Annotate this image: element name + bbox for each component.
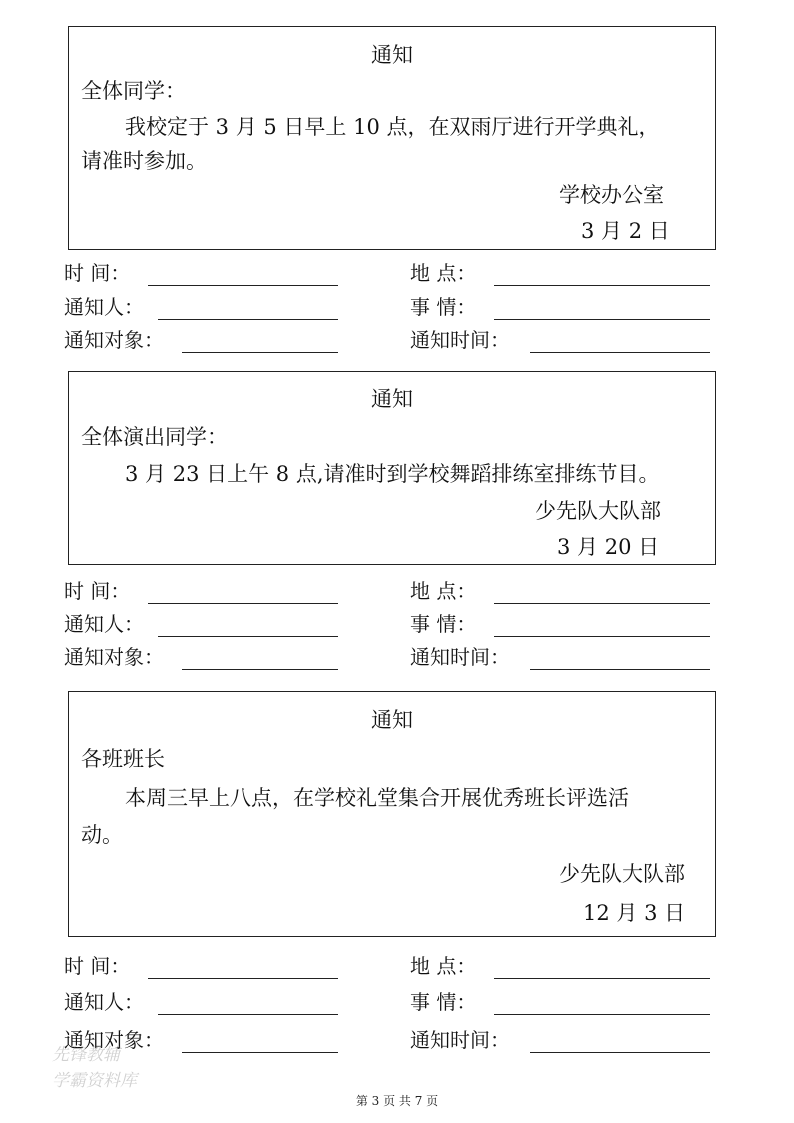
watermark <box>52 1042 172 1094</box>
field-row-audience-time-1 <box>0 330 794 356</box>
notice-date: 12 月 3 日 <box>583 901 686 925</box>
notice-signature: 少先队大队部 <box>535 499 661 523</box>
field-line-audience[interactable] <box>182 1052 338 1053</box>
notice-box-1 <box>68 26 716 250</box>
field-label-notifier: 通知人： <box>64 612 144 636</box>
field-label-matter: 事 情： <box>410 295 477 319</box>
field-row-notifier-matter-1 <box>0 297 794 323</box>
field-label-place: 地 点： <box>410 579 477 603</box>
watermark-line-2: 学霸资料库 <box>52 1071 137 1091</box>
field-row-time-place-1 <box>0 263 794 289</box>
field-line-matter[interactable] <box>494 636 710 637</box>
notice-box-3 <box>68 691 716 937</box>
field-line-time[interactable] <box>148 285 338 286</box>
field-line-audience[interactable] <box>182 669 338 670</box>
field-row-notifier-matter-2 <box>0 614 794 640</box>
notice-body-line-2: 请准时参加。 <box>81 149 207 173</box>
field-label-place: 地 点： <box>410 954 477 978</box>
field-label-matter: 事 情： <box>410 990 477 1014</box>
notice-date: 3 月 20 日 <box>557 535 660 559</box>
field-label-audience: 通知对象： <box>64 645 164 669</box>
field-label-notify-time: 通知时间： <box>410 645 510 669</box>
field-line-notify-time[interactable] <box>530 1052 710 1053</box>
field-label-notifier: 通知人： <box>64 990 144 1014</box>
notice-body-line-1: 3 月 23 日上午 8 点,请准时到学校舞蹈排练室排练节目。 <box>125 462 660 486</box>
notice-salutation: 全体同学： <box>81 79 186 103</box>
field-label-audience: 通知对象： <box>64 328 164 352</box>
notice-body-line-1: 本周三早上八点，在学校礼堂集合开展优秀班长评选活 <box>125 786 629 810</box>
field-line-matter[interactable] <box>494 319 710 320</box>
field-line-notify-time[interactable] <box>530 352 710 353</box>
field-label-time: 时 间： <box>64 261 131 285</box>
field-line-audience[interactable] <box>182 352 338 353</box>
field-line-place[interactable] <box>494 285 710 286</box>
field-row-notifier-matter-3 <box>0 992 794 1018</box>
field-line-matter[interactable] <box>494 1014 710 1015</box>
notice-salutation: 全体演出同学： <box>81 425 228 449</box>
watermark-line-1: 先锋教辅 <box>52 1045 120 1065</box>
field-line-place[interactable] <box>494 978 710 979</box>
notice-signature: 少先队大队部 <box>559 862 685 886</box>
field-line-notifier[interactable] <box>158 319 338 320</box>
notice-signature: 学校办公室 <box>559 183 664 207</box>
notice-title: 通知 <box>371 43 413 67</box>
field-line-notifier[interactable] <box>158 1014 338 1015</box>
notice-title: 通知 <box>371 387 413 411</box>
field-line-time[interactable] <box>148 603 338 604</box>
field-line-notify-time[interactable] <box>530 669 710 670</box>
field-row-audience-time-2 <box>0 647 794 673</box>
notice-body-line-2: 动。 <box>81 823 123 847</box>
field-line-time[interactable] <box>148 978 338 979</box>
field-row-time-place-2 <box>0 581 794 607</box>
field-label-audience: 通知对象： <box>64 1028 164 1052</box>
field-row-time-place-3 <box>0 956 794 982</box>
field-label-time: 时 间： <box>64 579 131 603</box>
field-label-place: 地 点： <box>410 261 477 285</box>
page-footer: 第 3 页 共 7 页 <box>355 1094 439 1108</box>
notice-box-2 <box>68 371 716 565</box>
field-label-notifier: 通知人： <box>64 295 144 319</box>
notice-body-line-1: 我校定于 3 月 5 日早上 10 点，在双雨厅进行开学典礼， <box>125 115 660 139</box>
field-label-matter: 事 情： <box>410 612 477 636</box>
field-line-notifier[interactable] <box>158 636 338 637</box>
field-label-notify-time: 通知时间： <box>410 328 510 352</box>
notice-title: 通知 <box>371 708 413 732</box>
field-label-notify-time: 通知时间： <box>410 1028 510 1052</box>
notice-salutation: 各班班长 <box>81 747 165 771</box>
field-line-place[interactable] <box>494 603 710 604</box>
field-label-time: 时 间： <box>64 954 131 978</box>
notice-date: 3 月 2 日 <box>581 219 670 243</box>
